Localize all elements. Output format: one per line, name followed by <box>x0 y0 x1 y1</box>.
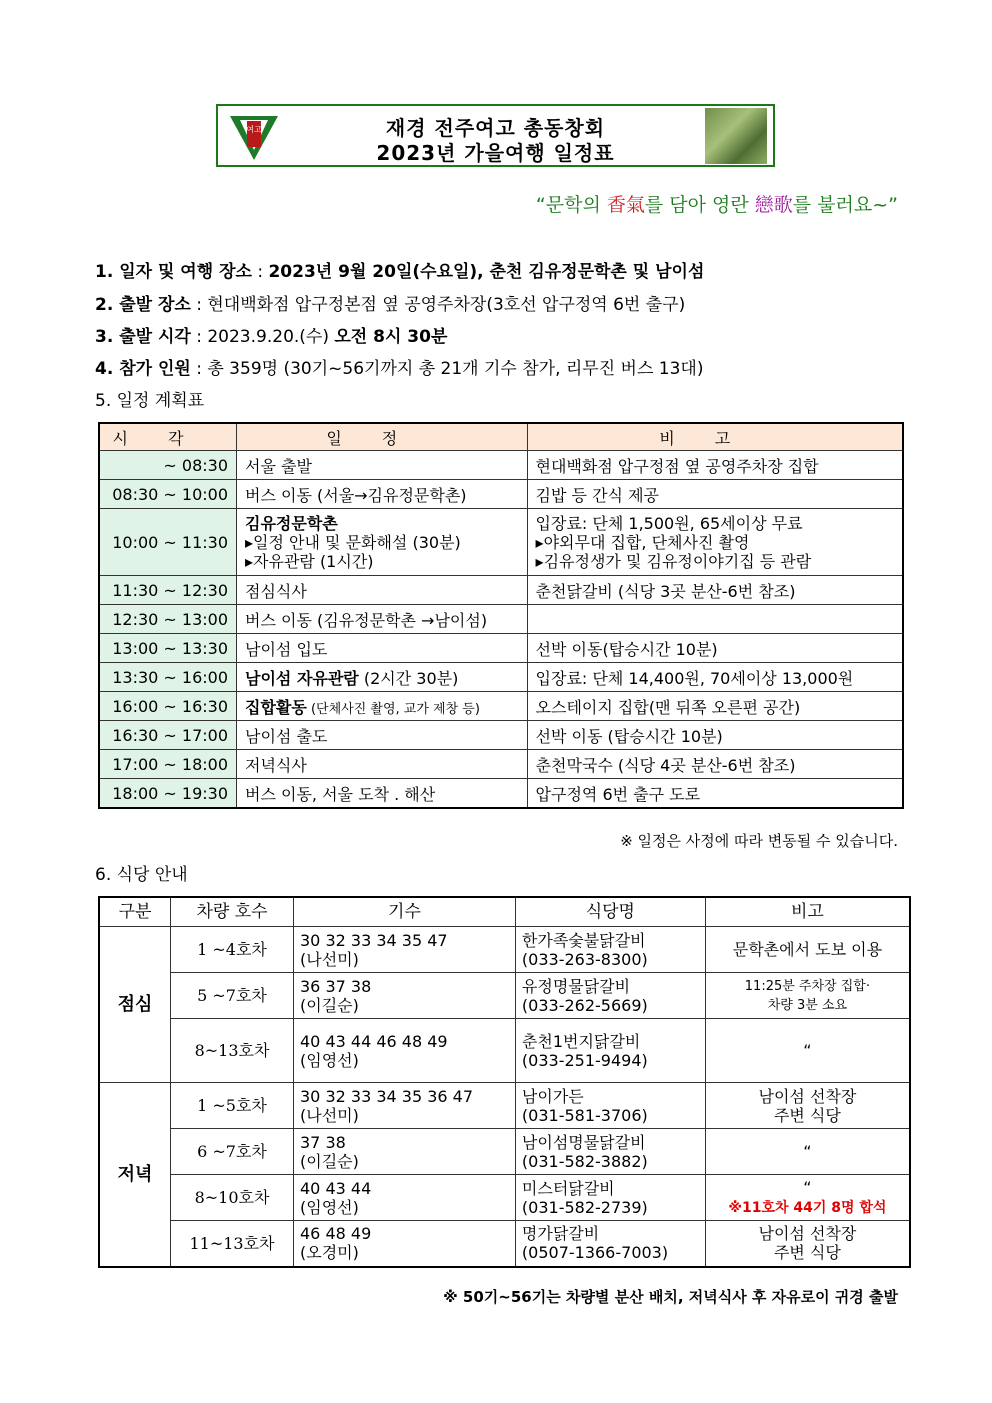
table-row: 17:00 ~ 18:00 저녁식사 춘천막국수 (식당 4곳 분산-6번 참조) <box>99 750 903 779</box>
restaurant-footnote: ※ 50기~56기는 차량별 분산 배치, 저녁식사 후 자유로이 귀경 출발 <box>443 1288 898 1306</box>
table-row: 5 ~7호차 36 37 38 (이길순) 유정명물닭갈비 (033-262-5669) 11:25분 주차장 집합· 차량 3분 소요 <box>99 973 910 1019</box>
schedule-table <box>98 422 904 809</box>
restaurant-table <box>98 896 911 1268</box>
table-row: 12:30 ~ 13:00 버스 이동 (김유정문학촌 →남이섬) <box>99 605 903 634</box>
title-box <box>216 104 775 167</box>
table-row: 13:30 ~ 16:00 남이섬 자유관람 (2시간 30분) 입장료: 단체 14,400원, 70세이상 13,000원 <box>99 663 903 692</box>
table-row: 11:30 ~ 12:30 점심식사 춘천닭갈비 (식당 3곳 분산-6번 참조) <box>99 576 903 605</box>
table-row: 점심 1 ~4호차 30 32 33 34 35 47 (나선미) 한가족숯불닭갈비 (033-263-8300) 문학촌에서 도보 이용 <box>99 927 910 973</box>
table-row: 8~13호차 40 43 44 46 48 49 (임영선) 춘천1번지닭갈비 (033-251-9494) “ <box>99 1019 910 1083</box>
info-line-5: 5. 일정 계획표 <box>95 391 205 411</box>
table-row: 16:00 ~ 16:30 집합활동 (단체사진 촬영, 교가 제창 등) 오스테이지 집합(맨 뒤쪽 오른편 공간) <box>99 692 903 721</box>
logo-text-1: 여고 <box>246 125 262 134</box>
col-header: 차량 호수 <box>171 897 294 927</box>
table-row: 13:00 ~ 13:30 남이섬 입도 선박 이동(탑승시간 10분) <box>99 634 903 663</box>
title-line-1: 재경 전주여고 총동창회 <box>385 116 606 140</box>
merge-note: ※11호차 44기 8명 합석 <box>728 1199 887 1216</box>
table-row: 18:00 ~ 19:30 버스 이동, 서울 도착 . 해산 압구정역 6번 출구 도로 <box>99 779 903 809</box>
info-line-4: 4. 참가 인원 : 총 359명 (30기~56기까지 총 21개 기수 참가, 리무진 버스 13대) <box>95 359 704 379</box>
lunch-label: 점심 <box>99 927 171 1083</box>
subtitle: “문학의 香氣를 담아 영란 戀歌를 불러요~” <box>535 194 898 216</box>
info-line-3: 3. 출발 시각 : 2023.9.20.(수) 오전 8시 30분 <box>95 327 448 347</box>
dinner-label: 저녁 <box>99 1083 171 1267</box>
col-header: 식당명 <box>515 897 705 927</box>
col-header: 비고 <box>527 423 903 451</box>
info-line-2: 2. 출발 장소 : 현대백화점 압구정본점 옆 공영주차장(3호선 압구정역 6번 출구) <box>95 295 686 315</box>
schedule-footnote: ※ 일정은 사정에 따라 변동될 수 있습니다. <box>620 832 898 850</box>
title-line-2: 2023년 가을여행 일정표 <box>376 141 615 165</box>
table-row: 저녁 1 ~5호차 30 32 33 34 35 36 47 (나선미) 남이가든 (031-581-3706) 남이섬 선착장 주변 식당 <box>99 1083 910 1129</box>
col-header: 기수 <box>294 897 516 927</box>
table-row: ~ 08:30 서울 출발 현대백화점 압구정점 옆 공영주차장 집합 <box>99 451 903 480</box>
flower-photo <box>705 108 767 164</box>
col-header: 시각 <box>99 423 237 451</box>
table-row: 8~10호차 40 43 44 (임영선) 미스터닭갈비 (031-582-2739) “ ※11호차 44기 8명 합석 <box>99 1175 910 1221</box>
table-row: 08:30 ~ 10:00 버스 이동 (서울→김유정문학촌) 김밥 등 간식 제공 <box>99 480 903 509</box>
section-6-heading: 6. 식당 안내 <box>95 865 188 885</box>
table-row: 11~13호차 46 48 49 (오경미) 명가닭갈비 (0507-1366-7003) 남이섬 선착장 주변 식당 <box>99 1221 910 1267</box>
col-header: 구분 <box>99 897 171 927</box>
table-row: 16:30 ~ 17:00 남이섬 출도 선박 이동 (탑승시간 10분) <box>99 721 903 750</box>
table-row: 10:00 ~ 11:30 김유정문학촌 ▸일정 안내 및 문화해설 (30분) ▸자유관람 (1시간) 입장료: 단체 1,500원, 65세이상 무료 ▸야외무대 집합, 단체사진 촬영 ▸김유정생가 및 김유정이야기집 등 관람 <box>99 509 903 576</box>
col-header: 비고 <box>705 897 910 927</box>
info-line-1: 1. 일자 및 여행 장소 : 2023년 9월 20일(수요일), 춘천 김유정문학촌 및 남이섬 <box>95 262 705 282</box>
table-row: 6 ~7호차 37 38 (이길순) 남이섬명물닭갈비 (031-582-3882) “ <box>99 1129 910 1175</box>
col-header: 일정 <box>237 423 528 451</box>
